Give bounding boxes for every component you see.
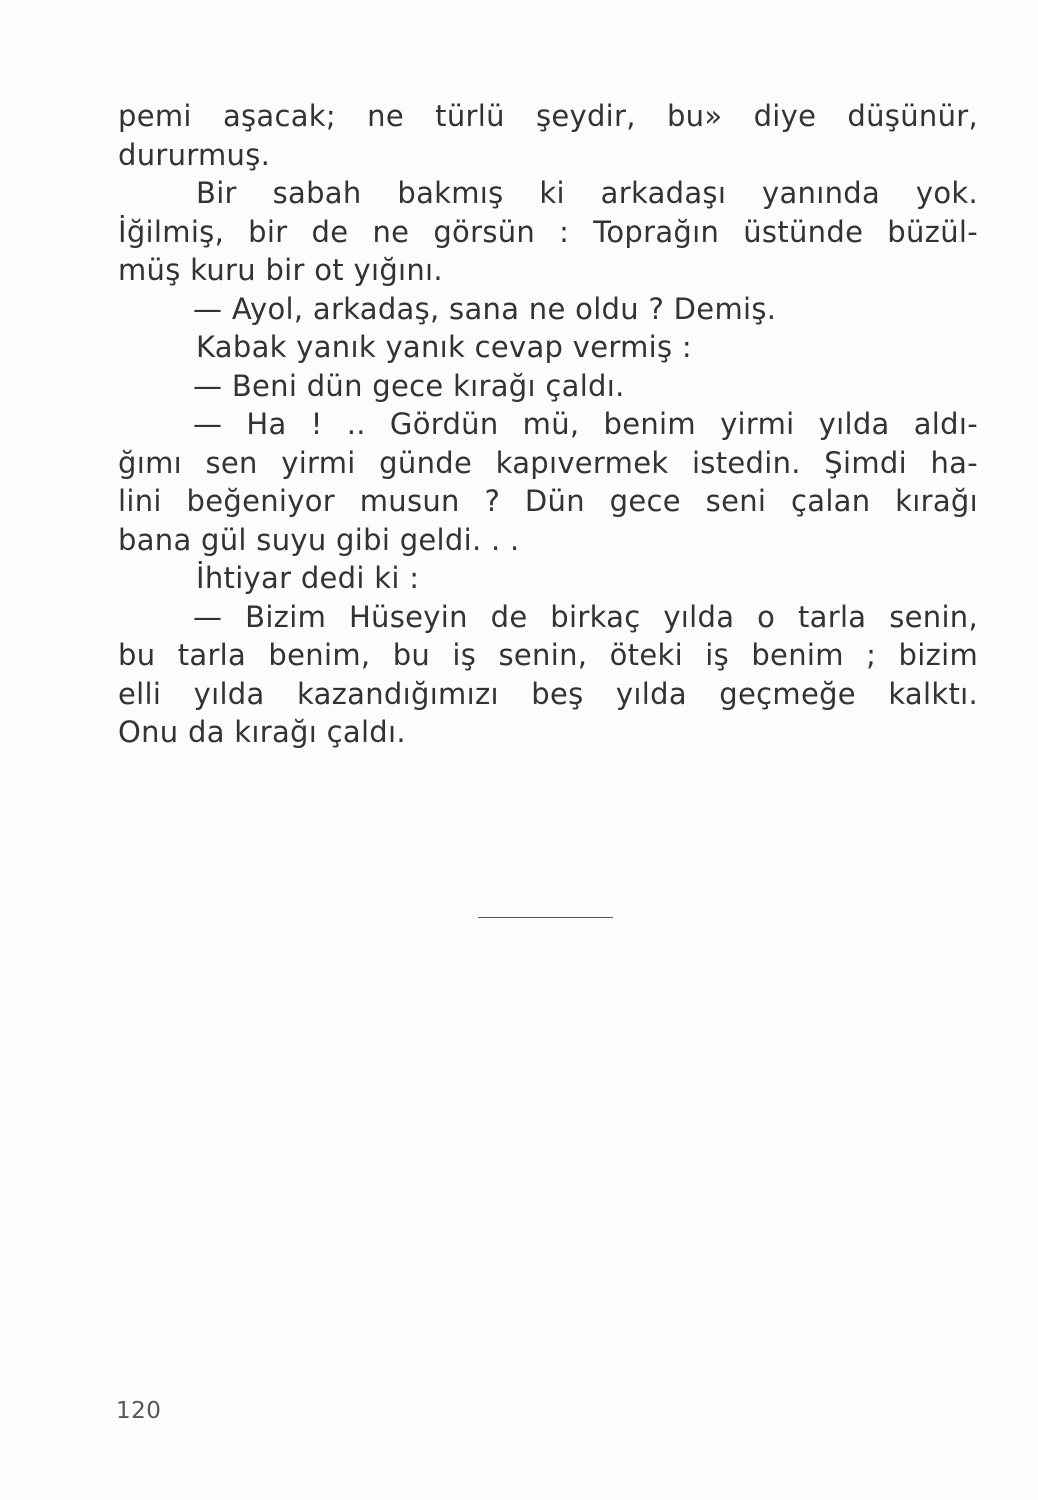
page-number: 120 [116,1398,162,1424]
text-line: lini beğeniyor musun ? Dün gece seni çalan kırağı [118,484,978,518]
text-line: İğilmiş, bir de ne görsün : Toprağın üstünde büzül- [118,214,978,249]
text-line: bu tarla benim, bu iş senin, öteki iş benim ; bizim [118,638,978,672]
text-line: ğımı sen yirmi günde kapıvermek istedin. Şimdi ha- [118,445,978,480]
text-line: müş kuru bir ot yığını. [118,253,443,287]
text-line: — Beni dün gece kırağı çaldı. [193,368,625,403]
body-text [118,97,978,752]
text-line: Onu da kırağı çaldı. [118,715,406,749]
text-line: dururmuş. [118,137,271,172]
text-line: — Ayol, arkadaş, sana ne oldu ? Demiş. [193,291,777,326]
text-line: — Ha ! .. Gördün mü, benim yirmi yılda aldı- [193,407,978,441]
text-line: — Bizim Hüseyin de birkaç yılda o tarla senin, [193,599,978,634]
text-line: Bir sabah bakmış ki arkadaşı yanında yok. [196,176,978,210]
text-line: bana gül suyu gibi geldi. . . [118,522,520,557]
section-divider [478,917,613,918]
text-line: elli yılda kazandığımızı beş yılda geçmeğe kalktı. [118,676,978,711]
text-line: Kabak yanık yanık cevap vermiş : [196,330,693,364]
text-line: İhtiyar dedi ki : [196,561,420,595]
text-line: pemi aşacak; ne türlü şeydir, bu» diye düşünür, [118,99,978,133]
